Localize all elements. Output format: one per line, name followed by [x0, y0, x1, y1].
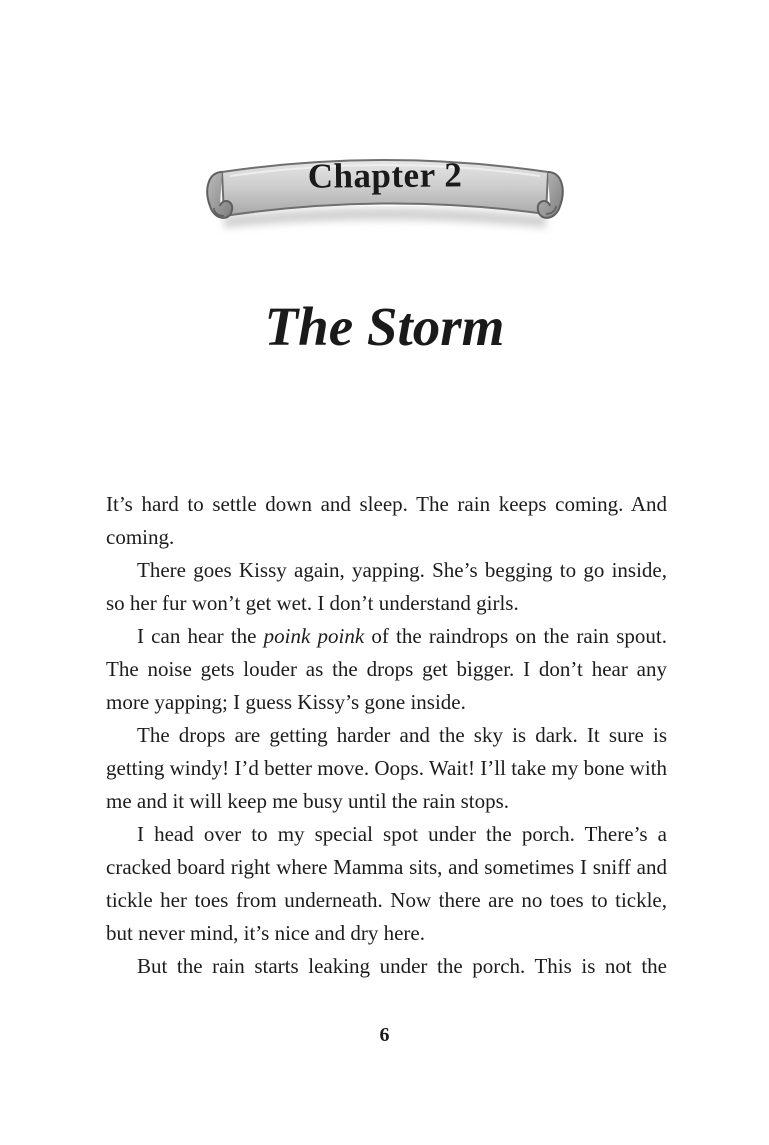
paragraph-text: I can hear the — [137, 624, 264, 648]
page-number: 6 — [379, 1024, 390, 1046]
paragraph — [106, 554, 667, 620]
paragraph — [106, 620, 667, 719]
paragraph-text: of the raindrops on the rain spout. The noise gets louder as the drops get bigger. I don’t hear any more yapping; I guess Kissy’s gone inside. — [106, 624, 667, 714]
emphasized-sound-word: poink poink — [263, 624, 365, 648]
chapter-number-label: Chapter 2 — [307, 155, 463, 196]
paragraph-text: But the rain starts leaking under the porch. This is not the — [137, 954, 667, 978]
paragraph — [106, 488, 667, 554]
chapter-body — [106, 488, 667, 983]
paragraph — [106, 818, 667, 950]
paragraph — [106, 950, 667, 983]
chapter-title: The Storm — [264, 296, 505, 357]
paragraph-text: I head over to my special spot under the porch. There’s a cracked board right where Mamma sits, and sometimes I sniff and tickle her toes from underneath. Now there are no toes to tickle, but never mind, it’s nice and dry here. — [106, 822, 667, 945]
paragraph-text: There goes Kissy again, yapping. She’s begging to go inside, so her fur won’t get wet. I don’t understand girls. — [106, 558, 667, 615]
paragraph-text: The drops are getting harder and the sky is dark. It sure is getting windy! I’d better move. Oops. Wait! I’ll take my bone with me and it will keep me busy until the rain stops. — [106, 723, 667, 813]
paragraph-text: It’s hard to settle down and sleep. The rain keeps coming. And coming. — [106, 492, 667, 549]
paragraph — [106, 719, 667, 818]
chapter-banner — [200, 150, 570, 240]
